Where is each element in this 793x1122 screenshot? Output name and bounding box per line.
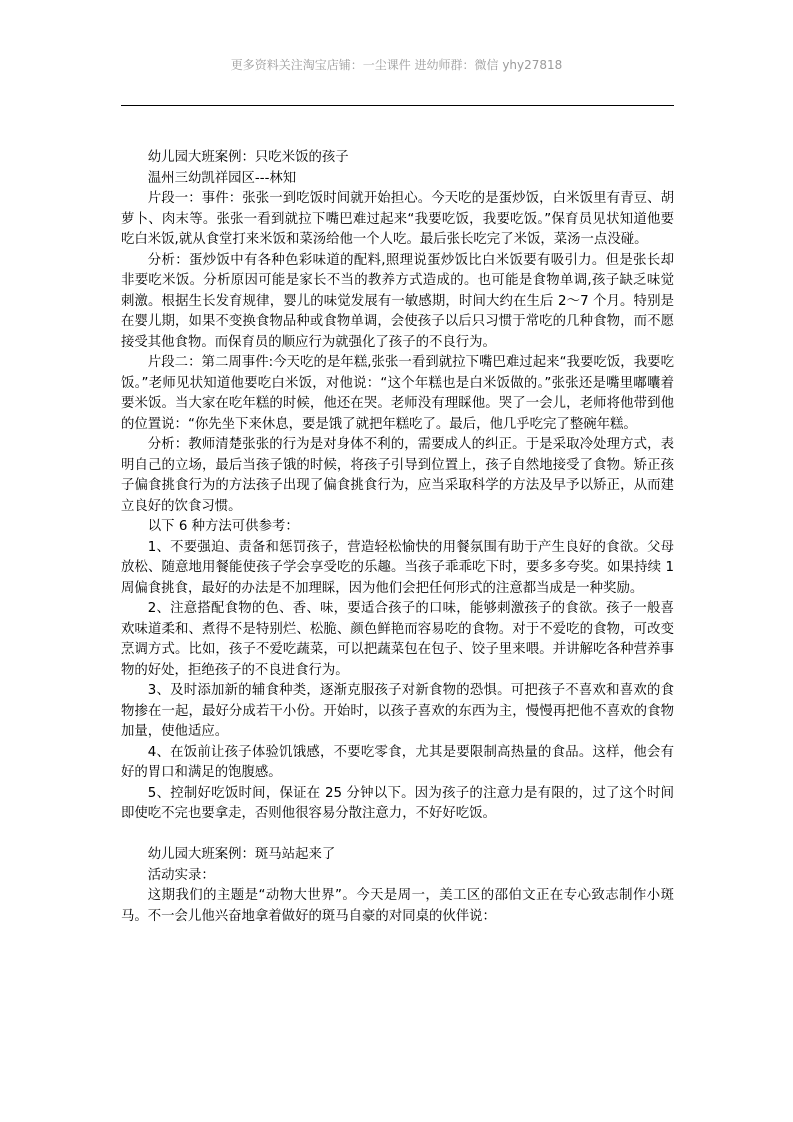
paragraph: 分析：教师清楚张张的行为是对身体不利的，需要成人的纠正。于是采取冷处理方式，表明自己的立场，最后当孩子饿的时候，将孩子引导到位置上，孩子自然地接受了食物。矫正孩子偏食挑食行为的方法孩子出现了偏食挑食行为，应当采取科学的方法及早予以矫正，从而建立良好的饮食习惯。 xyxy=(121,437,674,514)
section-label: 活动实录： xyxy=(147,867,215,883)
list-item: 3、及时添加新的辅食种类，逐渐克服孩子对新食物的恐惧。可把孩子不喜欢和喜欢的食物掺在一起，最好分成若干小份。开始时，以孩子喜欢的东西为主，慢慢再把他不喜欢的食物加量，使他适应。 xyxy=(121,683,674,739)
list-item: 5、控制好吃饭时间，保证在 25 分钟以下。因为孩子的注意力是有限的，过了这个时间即使吃不完也要拿走，否则他很容易分散注意力，不好好吃饭。 xyxy=(121,785,674,821)
page-header-watermark: 更多资料关注淘宝店铺：一尘课件 进幼师群：微信 yhy27818 xyxy=(230,58,563,72)
case-title: 幼儿园大班案例：斑马站起来了 xyxy=(147,847,336,862)
paragraph: 片段一：事件：张张一到吃饭时间就开始担心。今天吃的是蛋炒饭，白米饭里有青豆、胡萝卜、肉末等。张张一看到就拉下嘴巴难过起来“我要吃饭，我要吃饭。”保育员见状知道他要吃白米饭,就从食堂打来米饭和菜汤给他一个人吃。最后张长吃完了米饭，菜汤一点没碰。 xyxy=(121,191,674,247)
case-title: 幼儿园大班案例：只吃米饭的孩子 xyxy=(147,150,349,165)
list-item: 1、不要强迫、责备和惩罚孩子，营造轻松愉快的用餐氛围有助于产生良好的食欲。父母放松、随意地用餐能使孩子学会享受吃的乐趣。当孩子乖乖吃下时，要多多夸奖。如果持续 1 周偏食挑食，最好的办法是不加理睬，因为他们会把任何形式的注意都当成是一种奖励。 xyxy=(121,539,674,596)
list-item: 4、在饭前让孩子体验饥饿感，不要吃零食，尤其是要限制高热量的食品。这样，他会有好的胃口和满足的饱腹感。 xyxy=(121,744,674,780)
paragraph: 分析：蛋炒饭中有各种色彩味道的配料,照理说蛋炒饭比白米饭要有吸引力。但是张长却非要吃米饭。分析原因可能是家长不当的教养方式造成的。也可能是食物单调,孩子缺乏味觉刺激。根据生长发育规律，婴儿的味觉发展有一敏感期，时间大约在生后 2～7 个月。特别是在婴儿期，如果不变换食物品种或食物单调，会使孩子以后只习惯于常吃的几种食物，而不愿接受其他食物。而保育员的顺应行为就强化了孩子的不良行为。 xyxy=(121,252,674,350)
list-item: 2、注意搭配食物的色、香、味，要适合孩子的口味，能够刺激孩子的食欲。孩子一般喜欢味道柔和、煮得不是特别烂、松脆、颜色鲜艳而容易吃的食物。对于不爱吃的食物，可改变烹调方式。比如，孩子不爱吃蔬菜，可以把蔬菜包在包子、饺子里来喂。并讲解吃各种营养事物的好处，拒绝孩子的不良进食行为。 xyxy=(121,601,674,678)
paragraph: 片段二：第二周事件:今天吃的是年糕,张张一看到就拉下嘴巴难过起来“我要吃饭，我要吃饭。”老师见状知道他要吃白米饭，对他说：“这个年糕也是白米饭做的。”张张还是嘴里嘟囔着要米饭。当大家在吃年糕的时候，他还在哭。老师没有理睬他。哭了一会儿，老师将他带到他的位置说：“你先坐下来休息，要是饿了就把年糕吃了。最后，他几乎吃完了整碗年糕。 xyxy=(121,355,674,432)
header-divider xyxy=(121,105,674,106)
case-author: 温州三幼凯祥园区---林知 xyxy=(147,170,297,186)
paragraph: 这期我们的主题是“动物大世界”。今天是周一，美工区的邵伯文正在专心致志制作小斑马。不一会儿他兴奋地拿着做好的斑马自豪的对同桌的伙伴说： xyxy=(121,888,674,924)
paragraph: 以下 6 种方法可供参考： xyxy=(147,519,299,534)
document-body xyxy=(121,148,674,927)
